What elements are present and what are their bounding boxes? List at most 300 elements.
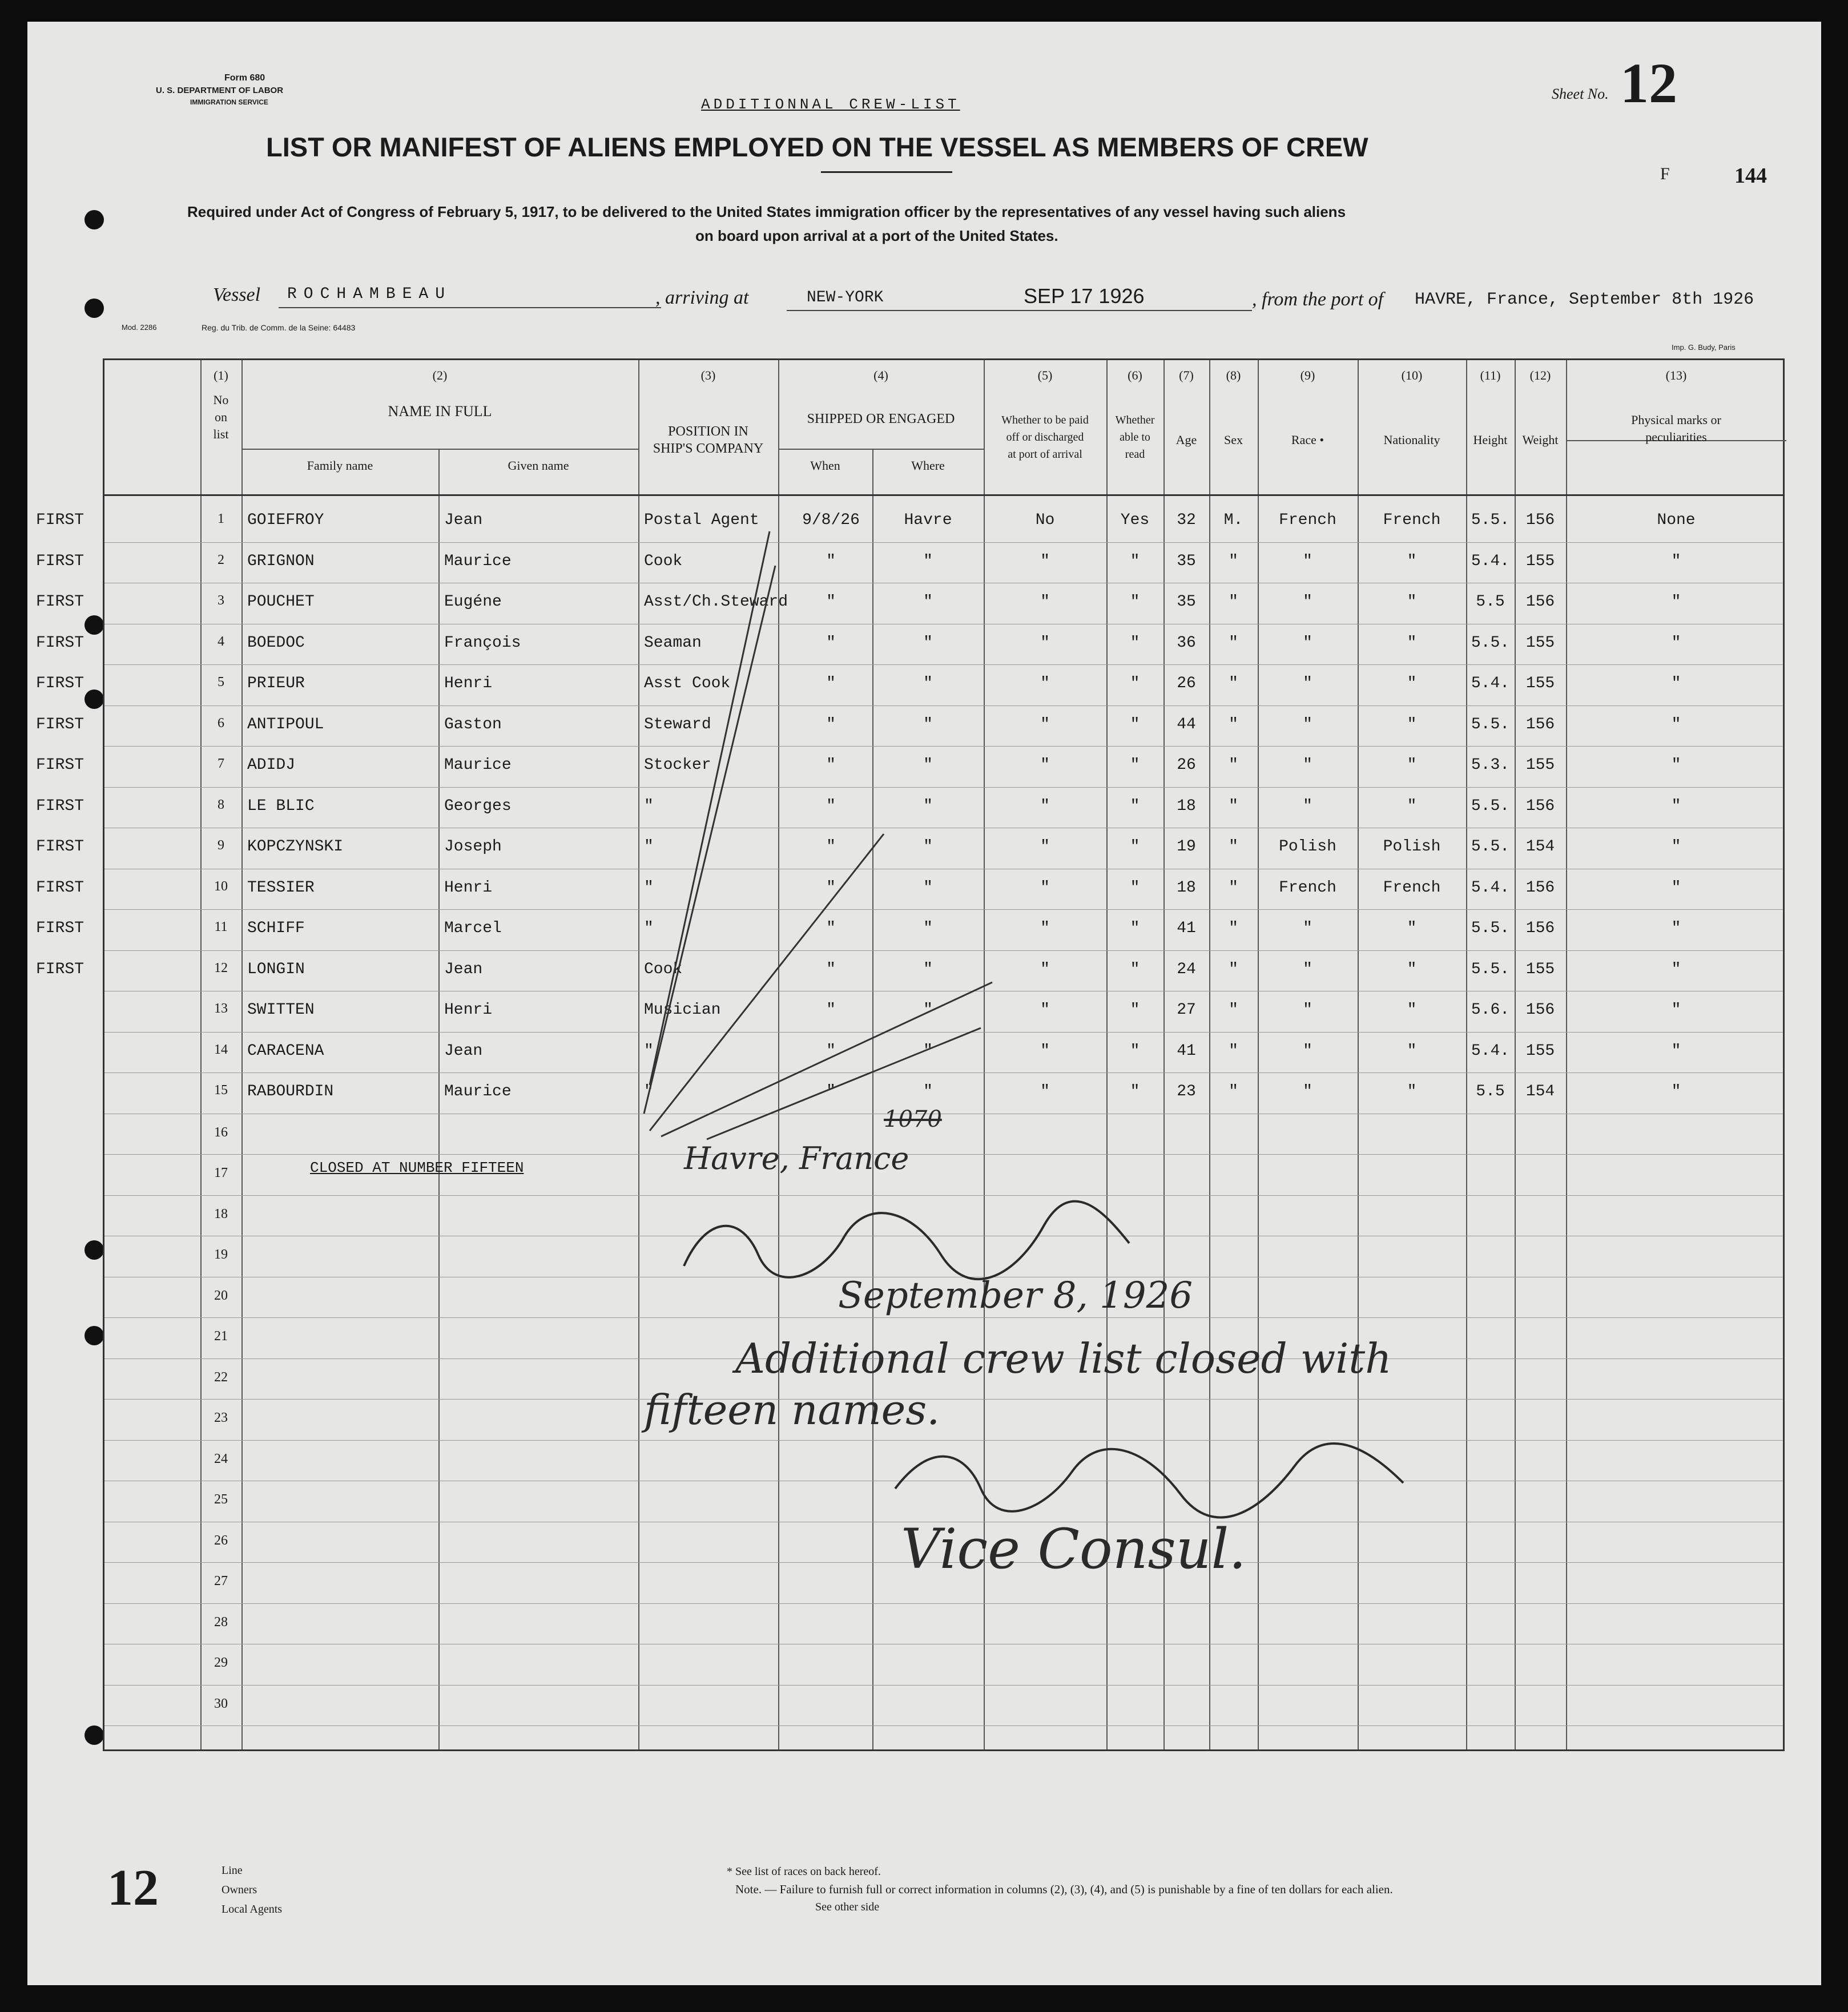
weight: 155 (1525, 1042, 1555, 1060)
given-name: Eugéne (444, 593, 502, 611)
paid-off: " (1040, 593, 1050, 611)
given-name-header: Given name (508, 458, 569, 473)
position: " (644, 797, 654, 815)
weight: 155 (1525, 552, 1555, 570)
row-number: 20 (214, 1288, 228, 1303)
departure-port: HAVRE, France, September 8th 1926 (1415, 290, 1754, 309)
race: " (1303, 960, 1312, 978)
given-name: Henri (444, 1001, 493, 1019)
consul-signature-2 (884, 1437, 1415, 1523)
printer-imprint: Imp. G. Budy, Paris (1672, 343, 1736, 352)
shipped-where: " (923, 593, 933, 611)
age: 24 (1177, 960, 1196, 978)
sex-header: Sex (1224, 433, 1243, 447)
position: Postal Agent (644, 511, 759, 529)
height: 5.5. (1471, 960, 1510, 978)
height: 5.3. (1471, 756, 1510, 774)
nationality: Polish (1383, 838, 1441, 856)
shipped-subheader-rule (778, 449, 984, 450)
shipped-when: " (826, 920, 836, 937)
row-rule (104, 1685, 1783, 1686)
shipped-where: " (923, 797, 933, 815)
sex: " (1229, 756, 1238, 774)
height: 5.6. (1471, 1001, 1510, 1019)
paid-off: " (1040, 960, 1050, 978)
age: 26 (1177, 756, 1196, 774)
race-header: Race • (1291, 433, 1324, 447)
position: Steward (644, 715, 711, 733)
family-name: LE BLIC (247, 797, 315, 815)
shipped-where: " (923, 1001, 933, 1019)
col12-number: (12) (1529, 368, 1551, 382)
col2-header: NAME IN FULL (388, 403, 492, 420)
physical-marks: " (1671, 1001, 1681, 1019)
height: 5.5. (1471, 715, 1510, 733)
paid-off: " (1040, 1042, 1050, 1060)
position: Musician (644, 1001, 721, 1019)
able-to-read: " (1130, 1001, 1140, 1019)
shipped-when: " (826, 960, 836, 978)
family-name: PRIEUR (247, 675, 305, 692)
col3-header: POSITION IN SHIP'S COMPANY (653, 424, 764, 456)
paid-off: " (1040, 920, 1050, 937)
row-number: 7 (218, 756, 224, 771)
manifest-sheet (27, 22, 1821, 1985)
row-class: FIRST (36, 552, 84, 570)
able-to-read: " (1130, 838, 1140, 856)
page-title: LIST OR MANIFEST OF ALIENS EMPLOYED ON THE VESSEL AS MEMBERS OF CREW (266, 132, 1368, 162)
weight: 156 (1525, 797, 1555, 815)
shipped-where: " (923, 838, 933, 856)
physical-marks: " (1671, 634, 1681, 652)
physical-marks: " (1671, 715, 1681, 733)
shipped-where: " (923, 1083, 933, 1100)
age: 23 (1177, 1083, 1196, 1100)
age: 27 (1177, 1001, 1196, 1019)
punch-hole (84, 210, 104, 229)
row-number: 15 (214, 1083, 228, 1098)
height: 5.5. (1471, 797, 1510, 815)
position: Cook (644, 552, 683, 570)
row-class: FIRST (36, 715, 84, 733)
handwritten-note-line1: Additional crew list closed with (735, 1334, 1392, 1382)
position: " (644, 838, 654, 856)
service: IMMIGRATION SERVICE (190, 98, 268, 106)
handwritten-number: 1070 (884, 1106, 942, 1132)
race: " (1303, 920, 1312, 937)
penalty-note: Note. — Failure to furnish full or correct information in columns (2), (3), (4), and (5) is punishable by a fine of ten dollars for each alien. (735, 1882, 1393, 1896)
able-to-read: " (1130, 552, 1140, 570)
given-name: Henri (444, 878, 493, 897)
col6-number: (6) (1128, 368, 1142, 382)
col6-header: Whether able to read (1115, 414, 1155, 461)
sex: " (1229, 960, 1238, 978)
sex: " (1229, 715, 1238, 733)
weight: 156 (1525, 878, 1555, 897)
row-class: FIRST (36, 960, 84, 978)
given-name: Jean (444, 960, 483, 978)
row-rule (104, 1725, 1783, 1726)
row-number: 13 (214, 1001, 228, 1016)
family-name: CARACENA (247, 1042, 324, 1060)
shipped-where: " (923, 878, 933, 897)
paid-off: " (1040, 878, 1050, 897)
form-number: Form 680 (224, 73, 265, 83)
shipped-where: " (923, 634, 933, 652)
family-name: RABOURDIN (247, 1083, 334, 1100)
weight: 156 (1525, 715, 1555, 733)
paid-off: " (1040, 675, 1050, 692)
race: " (1303, 593, 1312, 611)
race: " (1303, 1042, 1312, 1060)
nationality: " (1407, 675, 1417, 692)
able-to-read: " (1130, 634, 1140, 652)
shipped-when: " (826, 756, 836, 774)
sheet-label: Sheet No. (1552, 86, 1609, 102)
height: 5.4. (1471, 1042, 1510, 1060)
race: " (1303, 1083, 1312, 1100)
weight: 155 (1525, 675, 1555, 692)
row-rule (104, 1154, 1783, 1155)
required-statement-2: on board upon arrival at a port of the United States. (695, 227, 1058, 244)
height: 5.5. (1471, 634, 1510, 652)
position: Seaman (644, 634, 702, 652)
punch-hole (84, 1326, 104, 1345)
col13-number: (13) (1665, 368, 1687, 382)
physical-marks: " (1671, 838, 1681, 856)
family-name: ADIDJ (247, 756, 296, 774)
position: " (644, 920, 654, 937)
marks-header: Physical marks or peculiarities (1631, 413, 1721, 444)
row-rule (104, 1603, 1783, 1604)
position: " (644, 878, 654, 897)
physical-marks: " (1671, 675, 1681, 692)
row-number: 11 (214, 920, 228, 934)
row-number: 9 (218, 838, 224, 853)
weight: 156 (1525, 1001, 1555, 1019)
col5-number: (5) (1037, 368, 1053, 382)
position: Stocker (644, 756, 711, 774)
row-class: FIRST (36, 838, 84, 856)
header-bottom-rule (104, 494, 1783, 496)
punch-hole (84, 1725, 104, 1745)
race-note: * See list of races on back hereof. (727, 1865, 881, 1878)
shipped-when: " (826, 593, 836, 611)
page-code: 144 (1734, 164, 1767, 188)
row-number: 6 (218, 715, 224, 731)
weight: 155 (1525, 960, 1555, 978)
physical-marks: " (1671, 797, 1681, 815)
physical-marks: " (1671, 756, 1681, 774)
able-to-read: " (1130, 1042, 1140, 1060)
when-header: When (810, 458, 840, 473)
see-other-side: See other side (815, 1901, 880, 1913)
row-number: 1 (218, 511, 224, 526)
physical-marks: " (1671, 1042, 1681, 1060)
row-number: 22 (214, 1369, 228, 1385)
weight: 156 (1525, 593, 1555, 611)
punch-hole (84, 299, 104, 318)
height: 5.4. (1471, 675, 1510, 692)
family-name: GRIGNON (247, 552, 315, 570)
shipped-where: " (923, 920, 933, 937)
shipped-when: 9/8/26 (802, 511, 860, 529)
able-to-read: " (1130, 675, 1140, 692)
sex: " (1229, 838, 1238, 856)
height: 5.5 (1476, 1083, 1505, 1100)
nationality: " (1407, 797, 1417, 815)
given-name: Maurice (444, 756, 512, 774)
nationality: " (1407, 1083, 1417, 1100)
physical-marks: " (1671, 1083, 1681, 1100)
nationality: " (1407, 715, 1417, 733)
paid-off: No (1035, 511, 1055, 529)
vessel-underline (279, 307, 661, 308)
weight: 156 (1525, 511, 1555, 529)
shipped-where: " (923, 675, 933, 692)
footer-owners-label: Owners (222, 1884, 257, 1896)
able-to-read: " (1130, 797, 1140, 815)
sex: " (1229, 1001, 1238, 1019)
age: 35 (1177, 552, 1196, 570)
row-class: FIRST (36, 756, 84, 774)
col2-number: (2) (432, 368, 448, 382)
family-name: SWITTEN (247, 1001, 315, 1019)
family-name-header: Family name (307, 458, 373, 473)
shipped-when: " (826, 634, 836, 652)
paid-off: " (1040, 1001, 1050, 1019)
height: 5.5. (1471, 920, 1510, 937)
row-number: 3 (218, 593, 224, 608)
row-number: 24 (214, 1451, 228, 1466)
registration: Reg. du Trib. de Comm. de la Seine: 64483 (202, 323, 356, 332)
family-name: GOIEFROY (247, 511, 324, 529)
family-name: KOPCZYNSKI (247, 838, 344, 856)
shipped-when: " (826, 1042, 836, 1060)
name-subheader-rule (241, 449, 638, 450)
sex: M. (1223, 511, 1243, 529)
consul-signature-1 (673, 1192, 1141, 1306)
age: 18 (1177, 878, 1196, 897)
physical-marks: " (1671, 552, 1681, 570)
shipped-when: " (826, 797, 836, 815)
age: 32 (1177, 511, 1196, 529)
shipped-when: " (826, 552, 836, 570)
weight: 155 (1525, 634, 1555, 652)
row-number: 21 (214, 1329, 228, 1344)
sex: " (1229, 552, 1238, 570)
nationality: " (1407, 920, 1417, 937)
shipped-when: " (826, 675, 836, 692)
shipped-when: " (826, 1001, 836, 1019)
signature-title: Vice Consul. (901, 1517, 1246, 1581)
paid-off: " (1040, 634, 1050, 652)
title-underline (821, 171, 952, 173)
age: 36 (1177, 634, 1196, 652)
row-class: FIRST (36, 511, 84, 529)
nationality: " (1407, 960, 1417, 978)
height: 5.5. (1471, 838, 1510, 856)
family-name: LONGIN (247, 960, 305, 978)
able-to-read: " (1130, 960, 1140, 978)
nationality: French (1383, 511, 1441, 529)
arriving-label: , arriving at (655, 287, 749, 308)
paid-off: " (1040, 756, 1050, 774)
shipped-where: " (923, 756, 933, 774)
shipped-where: " (923, 715, 933, 733)
col3-number: (3) (700, 368, 716, 382)
weight: 155 (1525, 756, 1555, 774)
vessel-label: Vessel (213, 284, 261, 305)
handwritten-note-line2: fifteen names. (644, 1386, 940, 1434)
row-number: 19 (214, 1247, 228, 1262)
row-number: 8 (218, 797, 224, 812)
able-to-read: " (1130, 920, 1140, 937)
paid-off: " (1040, 1083, 1050, 1100)
row-number: 27 (214, 1574, 228, 1588)
mod-number: Mod. 2286 (122, 323, 157, 332)
given-name: Gaston (444, 715, 502, 733)
row-class: FIRST (36, 675, 84, 692)
position: Asst Cook (644, 675, 731, 692)
col4-header: SHIPPED OR ENGAGED (807, 412, 955, 426)
row-number: 2 (218, 552, 224, 567)
position: " (644, 1042, 654, 1060)
race: Polish (1279, 838, 1336, 856)
row-number: 5 (218, 675, 224, 690)
closed-note: CLOSED AT NUMBER FIFTEEN (310, 1159, 524, 1176)
family-name: SCHIFF (247, 920, 305, 937)
col11-number: (11) (1480, 368, 1501, 382)
nationality: " (1407, 552, 1417, 570)
able-to-read: " (1130, 878, 1140, 897)
footer-agents-label: Local Agents (222, 1903, 283, 1916)
row-class: FIRST (36, 593, 84, 611)
sex: " (1229, 675, 1238, 692)
paid-off: " (1040, 838, 1050, 856)
physical-marks: " (1671, 960, 1681, 978)
race: French (1279, 511, 1336, 529)
punch-hole (84, 690, 104, 709)
given-name: Maurice (444, 552, 512, 570)
col-divider (438, 449, 440, 1749)
physical-marks: None (1657, 511, 1696, 529)
row-number: 14 (214, 1042, 228, 1057)
footer-sheet-number: 12 (107, 1860, 159, 1916)
row-number: 29 (214, 1655, 228, 1670)
vessel-name: ROCHAMBEAU (287, 285, 452, 303)
family-name: TESSIER (247, 878, 315, 897)
race: " (1303, 715, 1312, 733)
able-to-read: " (1130, 715, 1140, 733)
row-number: 28 (214, 1614, 228, 1630)
col7-number: (7) (1179, 368, 1194, 382)
weight: 156 (1525, 920, 1555, 937)
nationality: " (1407, 1042, 1417, 1060)
shipped-when: " (826, 715, 836, 733)
punch-hole (84, 615, 104, 635)
sheet-number: 12 (1620, 51, 1677, 115)
given-name: Joseph (444, 838, 502, 856)
physical-marks: " (1671, 593, 1681, 611)
shipped-when: " (826, 838, 836, 856)
arriving-port: NEW-YORK (807, 289, 884, 307)
shipped-where: " (923, 960, 933, 978)
sex: " (1229, 593, 1238, 611)
col1-number: (1) (214, 368, 228, 382)
shipped-when: " (826, 1083, 836, 1100)
race: " (1303, 797, 1312, 815)
given-name: Georges (444, 797, 512, 815)
age: 26 (1177, 675, 1196, 692)
able-to-read: Yes (1120, 511, 1150, 529)
col9-number: (9) (1300, 368, 1315, 382)
shipped-where: " (923, 1042, 933, 1060)
row-number: 10 (214, 878, 228, 894)
col8-number: (8) (1226, 368, 1241, 382)
age: 41 (1177, 1042, 1196, 1060)
able-to-read: " (1130, 1083, 1140, 1100)
paid-off: " (1040, 715, 1050, 733)
row-number: 26 (214, 1533, 228, 1548)
weight: 154 (1525, 1083, 1555, 1100)
weight-header: Weight (1522, 433, 1559, 447)
age: 44 (1177, 715, 1196, 733)
shipped-when: " (826, 878, 836, 897)
row-number: 17 (214, 1166, 228, 1180)
height-header: Height (1473, 433, 1508, 447)
race: " (1303, 1001, 1312, 1019)
physical-marks: " (1671, 920, 1681, 937)
row-class: FIRST (36, 797, 84, 815)
weight: 154 (1525, 838, 1555, 856)
nationality: " (1407, 593, 1417, 611)
sex: " (1229, 1042, 1238, 1060)
row-rule (104, 1317, 1783, 1318)
row-class: FIRST (36, 634, 84, 652)
row-class: FIRST (36, 920, 84, 937)
race: " (1303, 756, 1312, 774)
age: 41 (1177, 920, 1196, 937)
age: 19 (1177, 838, 1196, 856)
given-name: Jean (444, 1042, 483, 1060)
row-number: 12 (214, 960, 228, 975)
row-number: 4 (218, 634, 224, 649)
able-to-read: " (1130, 593, 1140, 611)
col5-header: Whether to be paid off or discharged at port of arrival (1001, 414, 1089, 461)
required-statement-1: Required under Act of Congress of February 5, 1917, to be delivered to the United States immigration officer by the representatives of any vessel having such aliens (187, 203, 1346, 220)
row-number: 18 (214, 1206, 228, 1221)
row-number: 23 (214, 1410, 228, 1425)
arriving-underline (787, 310, 1015, 311)
race: French (1279, 878, 1336, 897)
arrival-date-stamp: SEP 17 1926 (1024, 284, 1145, 308)
col-divider (241, 360, 243, 1749)
row-number: 30 (214, 1696, 228, 1711)
height: 5.4. (1471, 878, 1510, 897)
age: 35 (1177, 593, 1196, 611)
additional-crew-list-label: ADDITIONNAL CREW-LIST (701, 96, 960, 113)
family-name: BOEDOC (247, 634, 305, 652)
paid-off: " (1040, 552, 1050, 570)
page-marker: F (1660, 164, 1670, 183)
sex: " (1229, 878, 1238, 897)
family-name: POUCHET (247, 593, 315, 611)
nationality: " (1407, 756, 1417, 774)
sex: " (1229, 920, 1238, 937)
family-name: ANTIPOUL (247, 715, 324, 733)
sex: " (1229, 634, 1238, 652)
